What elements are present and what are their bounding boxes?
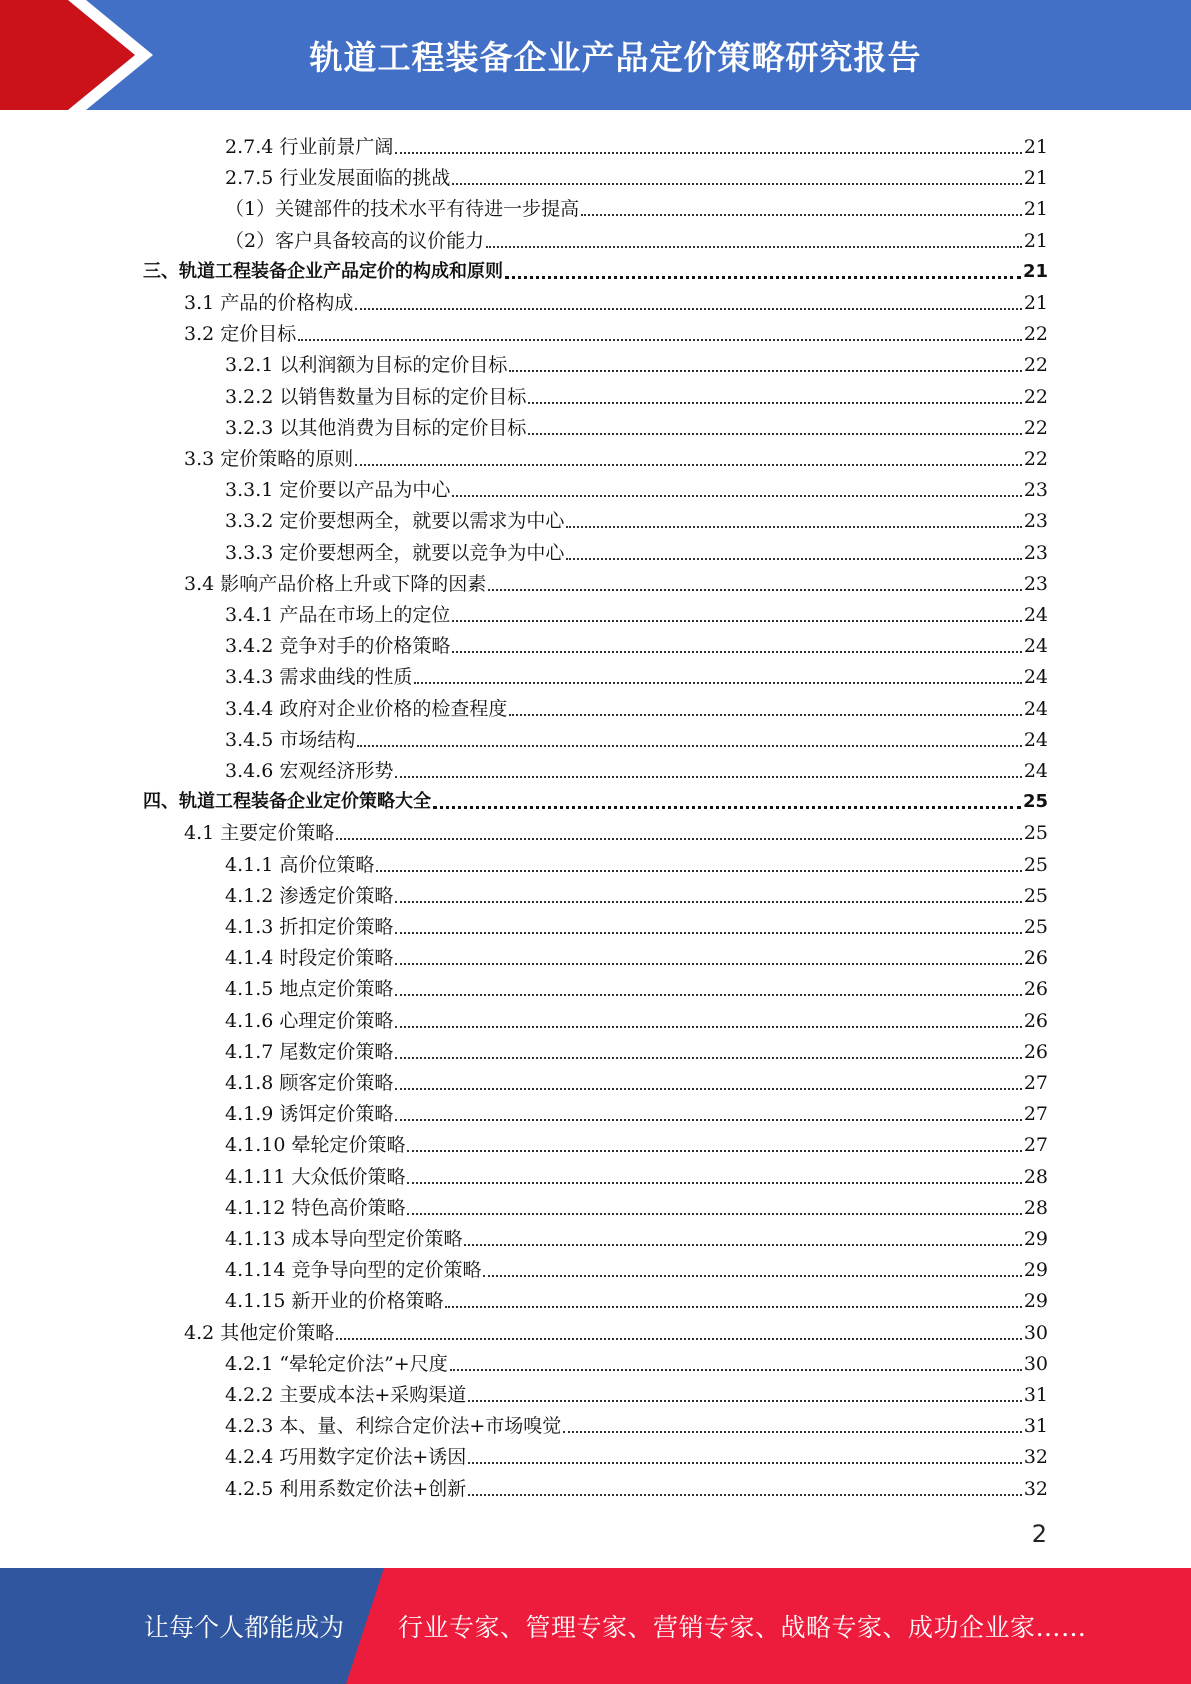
toc-entry[interactable] — [225, 128, 1048, 159]
toc-entry-title: 3.3 定价策略的原则 — [184, 448, 354, 470]
toc-entry-title: 4.1.13 成本导向型定价策略 — [225, 1228, 463, 1250]
toc-entry[interactable] — [225, 1158, 1048, 1189]
toc-entry-page: 25 — [1022, 791, 1048, 812]
toc-entry-title: 2.7.5 行业发展面临的挑战 — [225, 167, 451, 189]
toc-entry-page: 21 — [1023, 167, 1048, 189]
chevron-arrow-icon — [0, 0, 160, 110]
toc-entry-page: 28 — [1023, 1197, 1048, 1219]
toc-entry-page: 24 — [1023, 604, 1048, 626]
toc-entry-page: 22 — [1023, 448, 1048, 470]
toc-dot-leader — [355, 464, 1022, 466]
page-number: 2 — [1031, 1520, 1047, 1548]
toc-entry-title: 3.1 产品的价格构成 — [184, 292, 354, 314]
toc-entry-title: 3.4.6 宏观经济形势 — [225, 760, 394, 782]
toc-entry-page: 32 — [1023, 1478, 1048, 1500]
toc-entry[interactable] — [225, 1376, 1048, 1407]
toc-dot-leader — [395, 932, 1021, 934]
toc-dot-leader — [581, 214, 1022, 216]
toc-entry[interactable] — [225, 970, 1048, 1001]
toc-entry-page: 26 — [1023, 1010, 1048, 1032]
toc-entry-title: 4.1.3 折扣定价策略 — [225, 916, 394, 938]
toc-entry[interactable] — [225, 877, 1048, 908]
toc-entry-title: 3.2 定价目标 — [184, 323, 297, 345]
red-triangle-shape — [0, 0, 135, 110]
toc-entry-page: 22 — [1023, 354, 1048, 376]
toc-entry-title: 4.1.15 新开业的价格策略 — [225, 1290, 444, 1312]
toc-dot-leader — [509, 714, 1021, 716]
footer-slogan-right: 行业专家、管理专家、营销专家、战略专家、成功企业家…… — [398, 1613, 1087, 1642]
toc-entry-page: 25 — [1023, 916, 1048, 938]
toc-dot-leader — [452, 651, 1021, 653]
toc-entry-title: 4.1.10 晕轮定价策略 — [225, 1134, 406, 1156]
toc-entry-page: 25 — [1023, 854, 1048, 876]
toc-entry-title: 4.1.5 地点定价策略 — [225, 978, 394, 1000]
toc-dot-leader — [355, 308, 1022, 310]
toc-entry[interactable] — [225, 502, 1048, 533]
toc-dot-leader — [450, 1369, 1022, 1371]
toc-entry[interactable] — [184, 565, 1048, 596]
toc-entry-title: 4.1.14 竞争导向型的定价策略 — [225, 1259, 482, 1281]
toc-entry-page: 28 — [1023, 1166, 1048, 1188]
toc-entry[interactable] — [225, 1095, 1048, 1126]
toc-entry-page: 24 — [1023, 698, 1048, 720]
toc-dot-leader — [452, 183, 1021, 185]
toc-entry[interactable] — [184, 284, 1048, 315]
toc-entry[interactable] — [143, 783, 1048, 814]
toc-entry[interactable] — [225, 721, 1048, 752]
toc-entry-page: 24 — [1023, 760, 1048, 782]
toc-entry[interactable] — [225, 1220, 1048, 1251]
toc-entry[interactable] — [225, 1189, 1048, 1220]
toc-entry-title: 4.1.1 高价位策略 — [225, 854, 375, 876]
toc-dot-leader — [395, 1119, 1021, 1121]
toc-entry-page: 31 — [1023, 1415, 1048, 1437]
toc-entry-title: 3.2.3 以其他消费为目标的定价目标 — [225, 417, 527, 439]
toc-entry-page: 21 — [1023, 136, 1048, 158]
toc-dot-leader — [395, 963, 1021, 965]
toc-entry-page: 24 — [1023, 635, 1048, 657]
toc-dot-leader — [468, 1400, 1022, 1402]
toc-dot-leader — [509, 370, 1021, 372]
footer-slogan-left: 让每个人都能成为 — [144, 1613, 345, 1642]
toc-dot-leader — [395, 1057, 1021, 1059]
toc-entry[interactable] — [225, 658, 1048, 689]
toc-entry-title: 4.2.2 主要成本法+采购渠道 — [225, 1384, 467, 1406]
toc-entry[interactable] — [225, 346, 1048, 377]
toc-entry[interactable] — [225, 378, 1048, 409]
toc-entry-page: 21 — [1023, 230, 1048, 252]
toc-entry-page: 29 — [1023, 1259, 1048, 1281]
toc-entry-title: 2.7.4 行业前景广阔 — [225, 136, 394, 158]
toc-dot-leader — [376, 870, 1021, 872]
toc-entry-page: 30 — [1023, 1353, 1048, 1375]
toc-entry[interactable] — [225, 1470, 1048, 1501]
toc-dot-leader — [528, 402, 1021, 404]
toc-entry-title: （2）客户具备较高的议价能力 — [225, 230, 485, 252]
toc-entry[interactable] — [225, 409, 1048, 440]
toc-entry-page: 23 — [1023, 510, 1048, 532]
toc-entry[interactable] — [225, 846, 1048, 877]
toc-entry-title: 三、轨道工程装备企业产品定价的构成和原则 — [143, 261, 503, 282]
toc-entry-page: 21 — [1022, 261, 1048, 282]
toc-dot-leader — [483, 1275, 1021, 1277]
toc-entry[interactable] — [225, 752, 1048, 783]
toc-entry[interactable] — [225, 471, 1048, 502]
toc-dot-leader — [452, 495, 1021, 497]
toc-entry[interactable] — [225, 222, 1048, 253]
report-title: 轨道工程装备企业产品定价策略研究报告 — [309, 37, 922, 77]
toc-entry-title: 4.1.8 顾客定价策略 — [225, 1072, 394, 1094]
toc-dot-leader — [528, 433, 1021, 435]
toc-entry[interactable] — [225, 190, 1048, 221]
toc-entry-title: 3.4.2 竞争对手的价格策略 — [225, 635, 451, 657]
toc-entry[interactable] — [184, 1314, 1048, 1345]
toc-entry-page: 26 — [1023, 1041, 1048, 1063]
toc-entry-title: 3.4.5 市场结构 — [225, 729, 356, 751]
toc-dot-leader — [505, 276, 1021, 279]
toc-entry-title: 3.3.1 定价要以产品为中心 — [225, 479, 451, 501]
toc-entry-page: 24 — [1023, 729, 1048, 751]
toc-entry-page: 23 — [1023, 542, 1048, 564]
toc-dot-leader — [433, 806, 1021, 809]
toc-dot-leader — [407, 1213, 1021, 1215]
toc-dot-leader — [395, 1026, 1021, 1028]
toc-entry-title: 4.2.5 利用系数定价法+创新 — [225, 1478, 467, 1500]
toc-entry-title: 4.1.4 时段定价策略 — [225, 947, 394, 969]
toc-entry-page: 21 — [1023, 292, 1048, 314]
page-footer — [0, 1568, 1191, 1684]
toc-entry-title: 4.2.1 “晕轮定价法”+尺度 — [225, 1353, 448, 1375]
toc-entry-title: 4.1 主要定价策略 — [184, 822, 335, 844]
toc-entry-page: 32 — [1023, 1446, 1048, 1468]
toc-entry[interactable] — [225, 908, 1048, 939]
toc-dot-leader — [395, 1088, 1021, 1090]
toc-entry-title: 3.2.1 以利润额为目标的定价目标 — [225, 354, 508, 376]
toc-dot-leader — [395, 776, 1021, 778]
toc-entry-page: 25 — [1023, 822, 1048, 844]
toc-dot-leader — [298, 339, 1022, 341]
toc-entry-page: 26 — [1023, 978, 1048, 1000]
toc-entry[interactable] — [225, 1002, 1048, 1033]
toc-entry-page: 27 — [1023, 1103, 1048, 1125]
page-header — [0, 0, 1191, 110]
toc-dot-leader — [395, 994, 1021, 996]
toc-entry-page: 23 — [1023, 573, 1048, 595]
toc-entry-title: 3.2.2 以销售数量为目标的定价目标 — [225, 386, 527, 408]
toc-dot-leader — [357, 745, 1021, 747]
toc-entry-title: 4.1.9 诱饵定价策略 — [225, 1103, 394, 1125]
toc-entry-title: 3.4 影响产品价格上升或下降的因素 — [184, 573, 487, 595]
toc-entry-page: 21 — [1023, 198, 1048, 220]
toc-dot-leader — [486, 246, 1022, 248]
toc-dot-leader — [395, 152, 1021, 154]
toc-dot-leader — [468, 1462, 1022, 1464]
toc-entry-title: 3.3.3 定价要想两全，就要以竞争为中心 — [225, 542, 565, 564]
toc-dot-leader — [566, 558, 1021, 560]
toc-entry-page: 22 — [1023, 417, 1048, 439]
toc-entry-page: 24 — [1023, 666, 1048, 688]
toc-entry[interactable] — [225, 1282, 1048, 1313]
toc-entry-page: 22 — [1023, 323, 1048, 345]
toc-entry-page: 22 — [1023, 386, 1048, 408]
toc-dot-leader — [563, 1431, 1022, 1433]
toc-entry[interactable] — [225, 939, 1048, 970]
toc-dot-leader — [395, 901, 1021, 903]
toc-dot-leader — [407, 1150, 1021, 1152]
toc-entry[interactable] — [225, 1064, 1048, 1095]
toc-entry-page: 31 — [1023, 1384, 1048, 1406]
toc-entry-page: 30 — [1023, 1322, 1048, 1344]
toc-dot-leader — [407, 1182, 1021, 1184]
toc-entry-title: 4.2.3 本、量、利综合定价法+市场嗅觉 — [225, 1415, 562, 1437]
toc-entry-page: 29 — [1023, 1228, 1048, 1250]
toc-entry-title: 4.1.2 渗透定价策略 — [225, 885, 394, 907]
toc-entry-title: 4.2 其他定价策略 — [184, 1322, 335, 1344]
toc-entry[interactable] — [184, 440, 1048, 471]
toc-dot-leader — [336, 1338, 1022, 1340]
toc-entry[interactable] — [225, 1438, 1048, 1469]
toc-entry-title: 4.2.4 巧用数字定价法+诱因 — [225, 1446, 467, 1468]
toc-entry-page: 27 — [1023, 1134, 1048, 1156]
toc-entry[interactable] — [143, 253, 1048, 284]
toc-entry-title: 4.1.6 心理定价策略 — [225, 1010, 394, 1032]
toc-dot-leader — [566, 526, 1021, 528]
toc-dot-leader — [414, 682, 1021, 684]
toc-entry-page: 23 — [1023, 479, 1048, 501]
toc-entry[interactable] — [225, 159, 1048, 190]
toc-entry[interactable] — [225, 1126, 1048, 1157]
toc-entry[interactable] — [225, 1033, 1048, 1064]
toc-entry[interactable] — [225, 627, 1048, 658]
toc-entry-title: 4.1.7 尾数定价策略 — [225, 1041, 394, 1063]
toc-entry-title: 4.1.11 大众低价策略 — [225, 1166, 406, 1188]
toc-entry-page: 29 — [1023, 1290, 1048, 1312]
toc-entry-page: 25 — [1023, 885, 1048, 907]
toc-dot-leader — [488, 589, 1022, 591]
toc-entry-title: 4.1.12 特色高价策略 — [225, 1197, 406, 1219]
toc-entry[interactable] — [225, 1345, 1048, 1376]
toc-entry-page: 27 — [1023, 1072, 1048, 1094]
toc-dot-leader — [464, 1244, 1021, 1246]
toc-entry-title: 四、轨道工程装备企业定价策略大全 — [143, 791, 431, 812]
toc-entry[interactable] — [184, 814, 1048, 845]
toc-entry[interactable] — [225, 690, 1048, 721]
toc-entry-title: 3.3.2 定价要想两全，就要以需求为中心 — [225, 510, 565, 532]
toc-entry[interactable] — [225, 534, 1048, 565]
toc-dot-leader — [336, 838, 1022, 840]
toc-dot-leader — [468, 1494, 1022, 1496]
toc-dot-leader — [445, 1306, 1021, 1308]
toc-entry[interactable] — [225, 596, 1048, 627]
toc-entry-title: （1）关键部件的技术水平有待进一步提高 — [225, 198, 580, 220]
toc-entry-title: 3.4.4 政府对企业价格的检查程度 — [225, 698, 508, 720]
toc-entry[interactable] — [225, 1407, 1048, 1438]
toc-entry[interactable] — [184, 315, 1048, 346]
toc-entry-title: 3.4.1 产品在市场上的定位 — [225, 604, 451, 626]
toc-dot-leader — [452, 620, 1021, 622]
toc-entry[interactable] — [225, 1251, 1048, 1282]
toc-entry-page: 26 — [1023, 947, 1048, 969]
toc-entry-title: 3.4.3 需求曲线的性质 — [225, 666, 413, 688]
